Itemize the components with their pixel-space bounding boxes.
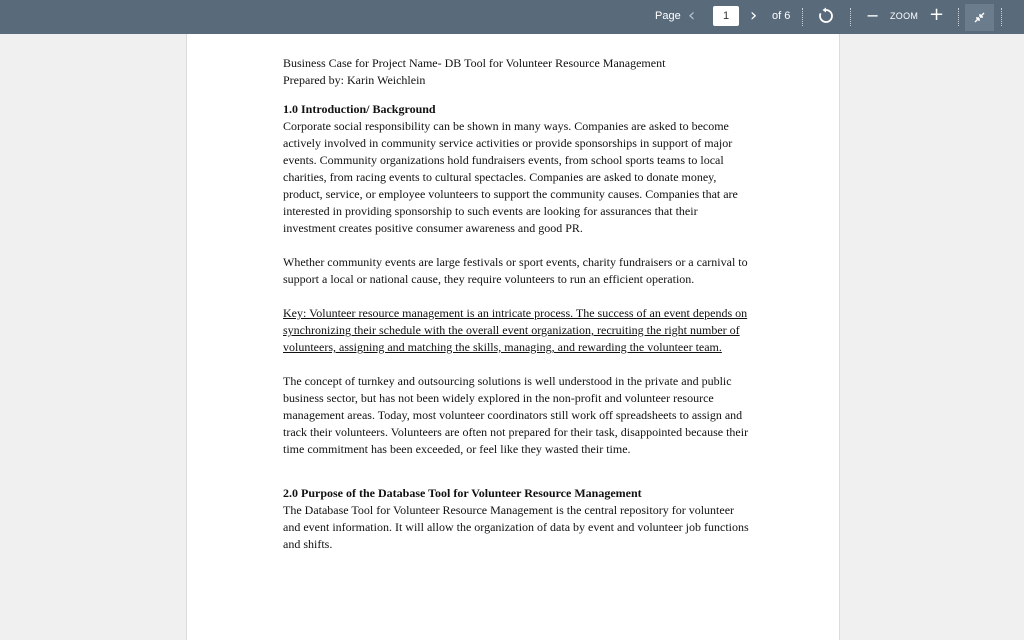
section-heading: 1.0 Introduction/ Background: [283, 102, 436, 116]
viewer-toolbar: [0, 0, 1024, 34]
page-count: of 6: [772, 10, 791, 22]
zoom-label: ZOOM: [890, 11, 919, 21]
chevron-right-icon[interactable]: ›: [750, 5, 758, 26]
section-heading: 2.0 Purpose of the Database Tool for Volunteer Resource Management: [283, 486, 642, 500]
fit-page-button[interactable]: [965, 4, 994, 31]
toolbar-divider: [850, 8, 851, 26]
toolbar-divider: [958, 8, 959, 26]
paragraph: Whether community events are large festivals or sport events, charity fundraisers or a carnival to support a local or national cause, they require volunteers to run an efficient operation.: [283, 255, 748, 286]
page-label: Page: [655, 10, 681, 22]
key-paragraph: Key: Volunteer resource management is an intricate process. The success of an event depends on synchronizing their schedule with the overall event organization, recruiting the right number of volunteers, assigning and matching the skills, managing, and rewarding the volunteer team.: [283, 306, 748, 354]
document-body: [283, 55, 753, 553]
plus-icon[interactable]: +: [929, 4, 945, 25]
document-page: [186, 34, 840, 640]
document-title: Business Case for Project Name- DB Tool for Volunteer Resource Management: [283, 56, 666, 70]
chevron-left-icon[interactable]: ‹: [688, 5, 696, 26]
paragraph: Corporate social responsibility can be shown in many ways. Companies are asked to become actively involved in community service activities or provide sponsorships in support of major events. Community organizations hold fundraisers events, from school sports teams to local charities, from racing events to cultural spectacles. Companies are asked to donate money, product, service, or employee volunteers to support the community causes. Companies that are interested in providing sponsorship to such events are looking for assurances that their investment creates positive consumer awareness and good PR.: [283, 119, 738, 235]
rotate-icon[interactable]: [817, 7, 835, 25]
prepared-by: Prepared by: Karin Weichlein: [283, 73, 426, 87]
paragraph: The concept of turnkey and outsourcing solutions is well understood in the private and public business sector, but has not been widely explored in the non-profit and volunteer resource management areas. Today, most volunteer coordinators still work off spreadsheets to assign and track their volunteers. Volunteers are often not prepared for their task, disappointed because their time commitment has been exceeded, or feel like they wasted their time.: [283, 374, 749, 456]
toolbar-divider: [802, 8, 803, 26]
paragraph: The Database Tool for Volunteer Resource Management is the central repository for volunteer and event information. It will allow the organization of data by event and volunteer job functions and shifts.: [283, 503, 749, 551]
page-number-input[interactable]: 1: [713, 6, 739, 26]
toolbar-divider: [1001, 8, 1002, 26]
collapse-icon: [965, 4, 994, 31]
minus-icon[interactable]: −: [866, 6, 880, 25]
